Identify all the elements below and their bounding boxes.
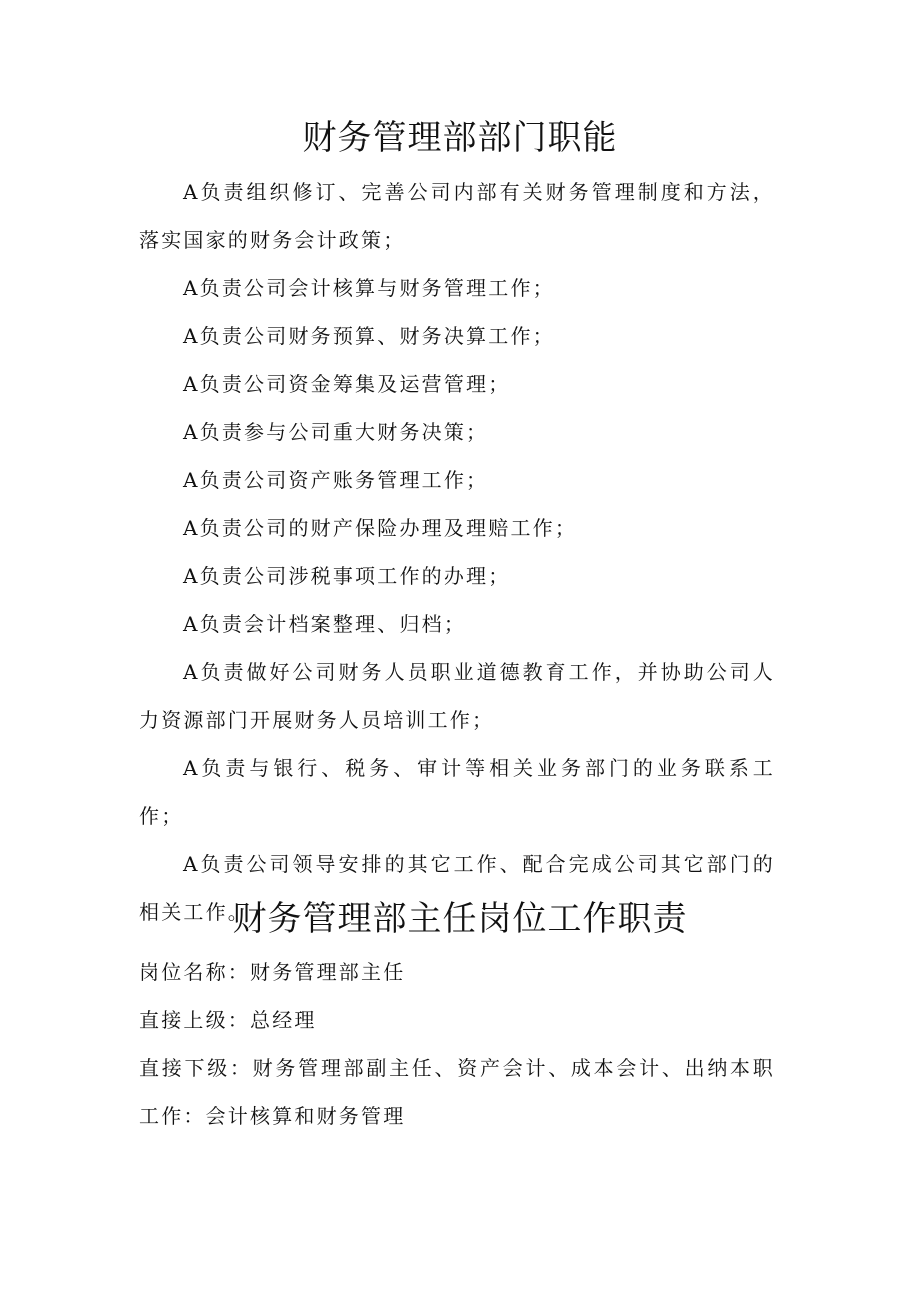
function-item: A负责公司资金筹集及运营管理； (183, 372, 511, 396)
function-item: A负责公司领导安排的其它工作、配合完成公司其它部门的相关工作。 (139, 852, 775, 924)
function-item: A负责公司会计核算与财务管理工作； (183, 276, 555, 300)
function-item: A负责会计档案整理、归档； (183, 612, 467, 636)
director-duties-block (139, 948, 775, 1140)
function-item: A负责组织修订、完善公司内部有关财务管理制度和方法，落实国家的财务会计政策； (139, 180, 775, 252)
function-item: A负责公司涉税事项工作的办理； (183, 564, 511, 588)
function-item: A负责与银行、税务、审计等相关业务部门的业务联系工作； (139, 756, 775, 828)
function-item: A负责公司的财产保险办理及理赔工作； (183, 516, 578, 540)
direct-subordinates-line: 直接下级：财务管理部副主任、资产会计、成本会计、出纳本职工作：会计核算和财务管理 (139, 1056, 775, 1128)
direct-superior-line: 直接上级：总经理 (139, 1008, 317, 1032)
function-item: A负责参与公司重大财务决策； (183, 420, 489, 444)
function-item: A负责公司资产账务管理工作； (183, 468, 489, 492)
function-item: A负责公司财务预算、财务决算工作； (183, 324, 555, 348)
function-item: A负责做好公司财务人员职业道德教育工作，并协助公司人力资源部门开展财务人员培训工作； (139, 660, 775, 732)
position-name-line: 岗位名称：财务管理部主任 (139, 960, 406, 984)
department-functions-list (139, 168, 775, 936)
section-title-director-duties: 财务管理部主任岗位工作职责 (232, 899, 688, 939)
section-title-department-functions: 财务管理部部门职能 (302, 118, 618, 158)
